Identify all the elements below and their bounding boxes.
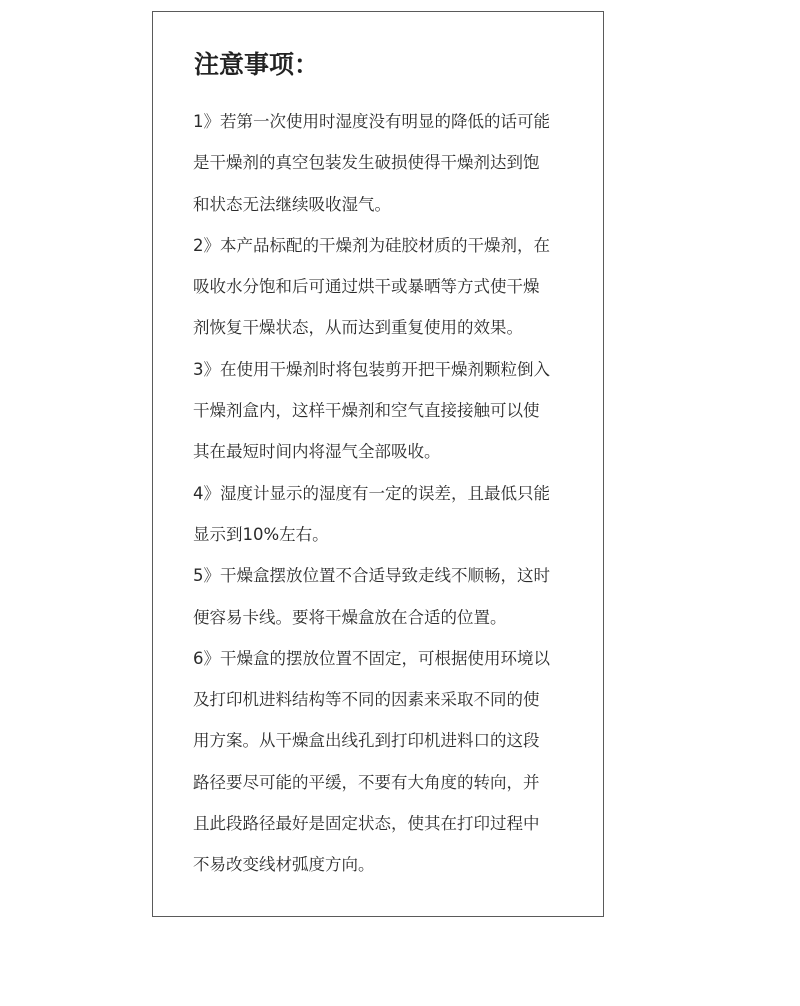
notice-line: 剂恢复干燥状态，从而达到重复使用的效果。 [193,318,523,338]
notice-line: 是干燥剂的真空包装发生破损使得干燥剂达到饱 [193,153,540,173]
notice-line: 显示到10%左右。 [193,524,329,544]
notice-card [152,11,604,917]
notice-line: 5》干燥盒摆放位置不合适导致走线不顺畅，这时 [193,566,550,586]
notice-body [193,101,583,886]
notice-title: 注意事项： [194,50,320,79]
notice-line: 不易改变线材弧度方向。 [193,855,375,875]
notice-line: 6》干燥盒的摆放位置不固定，可根据使用环境以 [193,648,550,668]
notice-line: 吸收水分饱和后可通过烘干或暴晒等方式使干燥 [193,277,540,297]
notice-line: 2》本产品标配的干燥剂为硅胶材质的干燥剂，在 [193,235,550,255]
notice-line: 干燥剂盒内，这样干燥剂和空气直接接触可以使 [193,401,540,421]
notice-line: 便容易卡线。要将干燥盒放在合适的位置。 [193,607,507,627]
notice-line: 路径要尽可能的平缓，不要有大角度的转向，并 [193,772,540,792]
notice-line: 3》在使用干燥剂时将包装剪开把干燥剂颗粒倒入 [193,359,550,379]
notice-line: 及打印机进料结构等不同的因素来采取不同的使 [193,690,540,710]
notice-line: 其在最短时间内将湿气全部吸收。 [193,442,441,462]
notice-line: 和状态无法继续吸收湿气。 [193,194,391,214]
notice-line: 4》湿度计显示的湿度有一定的误差，且最低只能 [193,483,550,503]
notice-line: 1》若第一次使用时湿度没有明显的降低的话可能 [193,112,550,131]
notice-line: 用方案。从干燥盒出线孔到打印机进料口的这段 [193,731,540,751]
notice-line: 且此段路径最好是固定状态，使其在打印过程中 [193,814,540,834]
